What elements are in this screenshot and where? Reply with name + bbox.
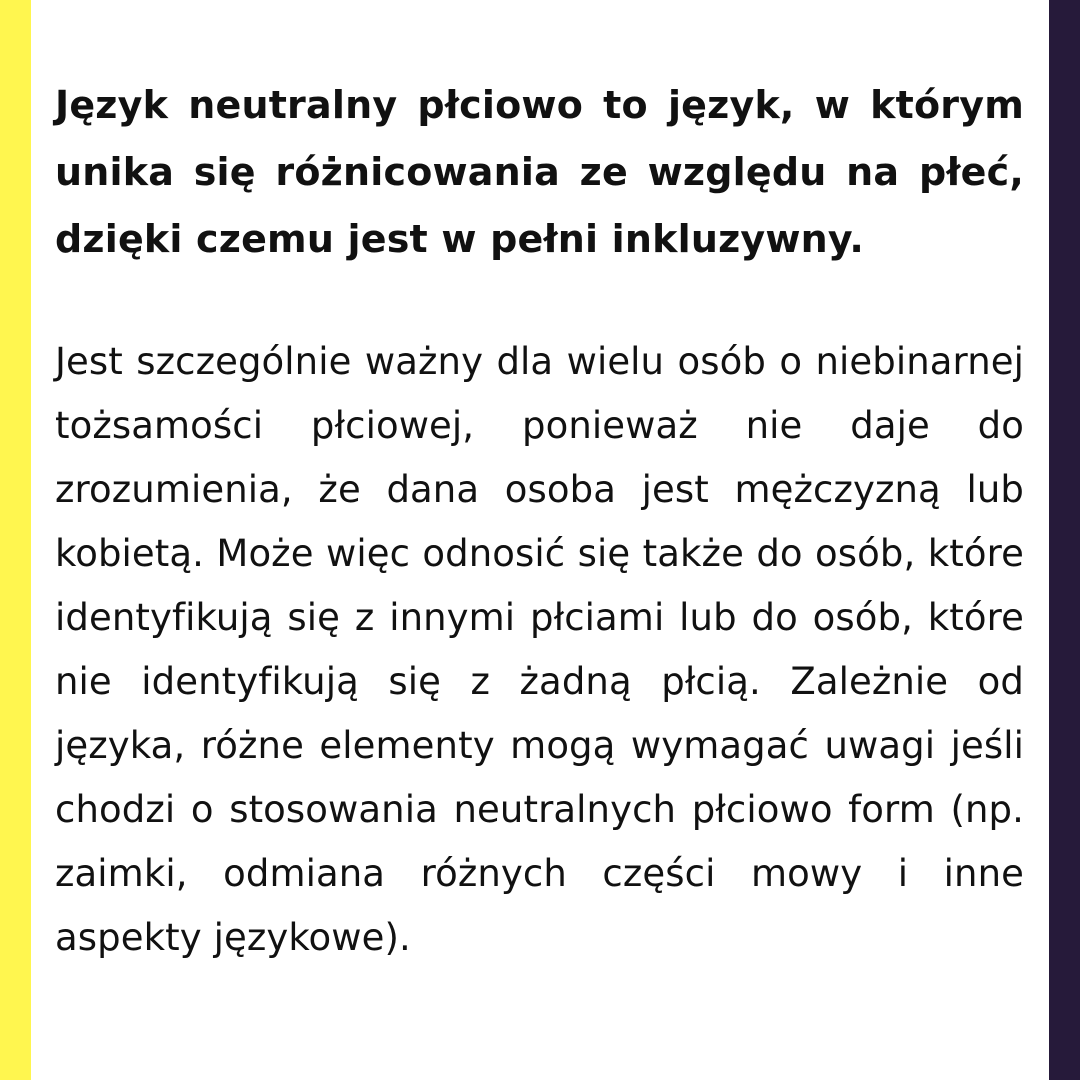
text-content: [55, 72, 1024, 970]
lead-paragraph: Język neutralny płciowo to język, w którym unika się różnicowania ze względu na płeć, dzięki czemu jest w pełni inkluzywny.: [55, 83, 1024, 261]
right-accent-bar: [1049, 0, 1080, 1080]
left-accent-bar: [0, 0, 31, 1080]
body-paragraph: Jest szczególnie ważny dla wielu osób o niebinarnej tożsamości płciowej, ponieważ nie daje do zrozumienia, że dana osoba jest mężczyzną lub kobietą. Może więc odnosić się także do osób, które identyfikują się z innymi płciami lub do osób, które nie identyfikują się z żadną płcią. Zależnie od języka, różne elementy mogą wymagać uwagi jeśli chodzi o stosowania neutralnych płciowo form (np. zaimki, odmiana różnych części mowy i inne aspekty językowe).: [55, 340, 1024, 959]
